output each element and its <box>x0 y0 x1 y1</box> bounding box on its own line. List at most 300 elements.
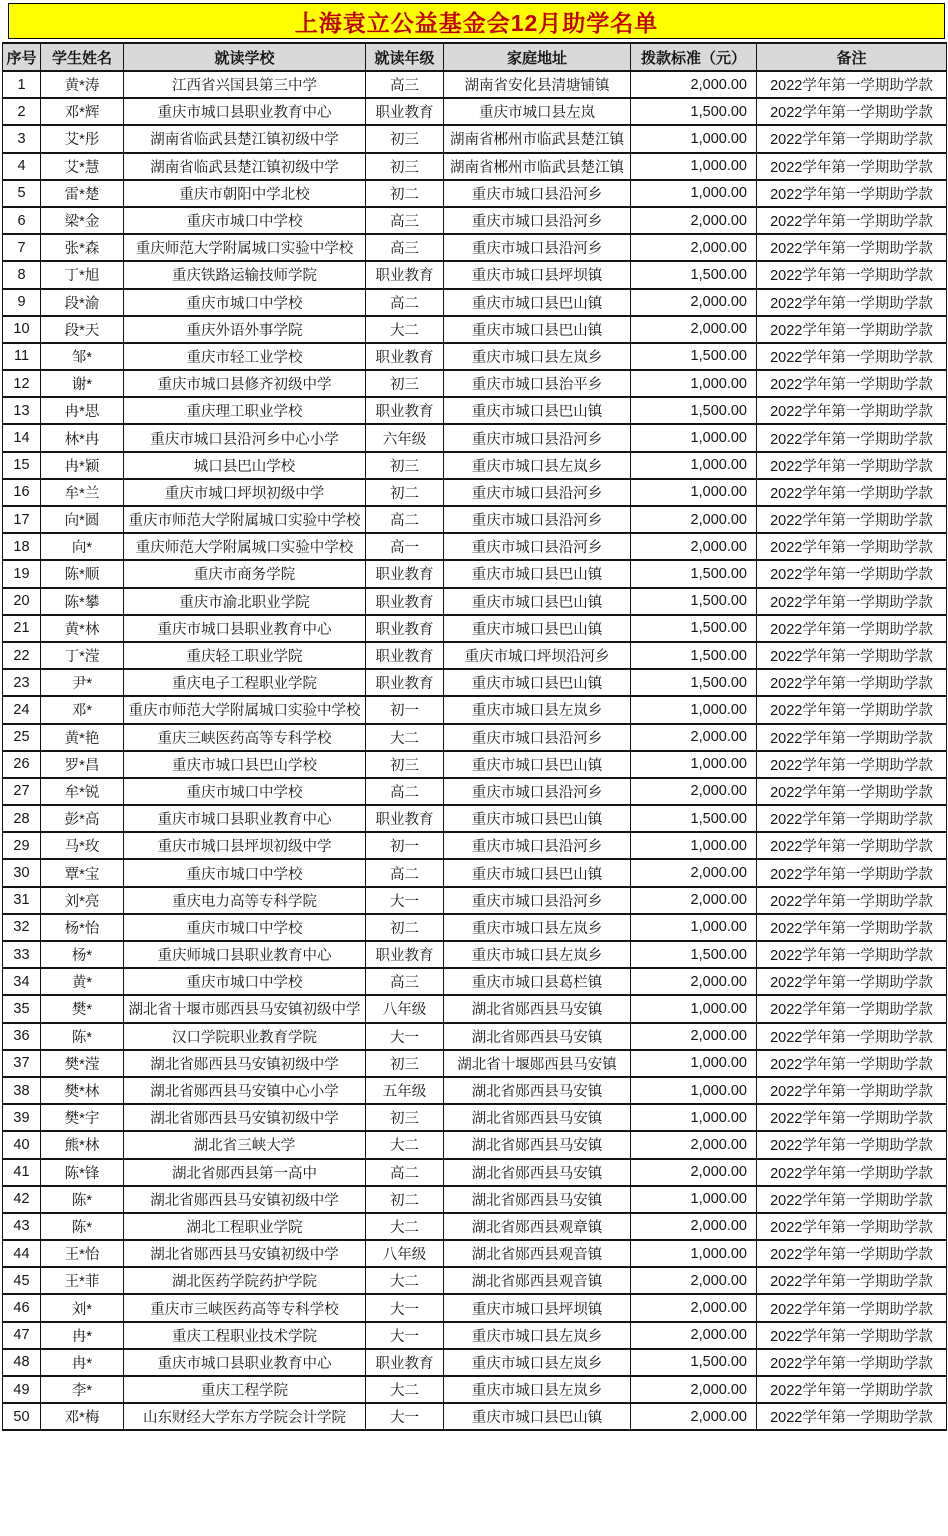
cell-remark: 2022学年第一学期助学款 <box>757 1159 947 1186</box>
cell-grade: 高三 <box>366 968 444 995</box>
table-body <box>3 71 947 1430</box>
cell-student-name: 黄*涛 <box>41 71 124 98</box>
cell-school: 重庆工程学院 <box>124 1376 366 1403</box>
cell-remark: 2022学年第一学期助学款 <box>757 832 947 859</box>
cell-school: 重庆市城口中学校 <box>124 914 366 941</box>
cell-grade: 高二 <box>366 859 444 886</box>
cell-grade: 初二 <box>366 479 444 506</box>
table-row <box>3 1240 947 1267</box>
cell-student-name: 樊*宇 <box>41 1104 124 1131</box>
cell-no: 32 <box>3 914 41 941</box>
cell-grade: 职业教育 <box>366 805 444 832</box>
cell-remark: 2022学年第一学期助学款 <box>757 1023 947 1050</box>
cell-amount: 1,500.00 <box>631 397 757 424</box>
cell-school: 重庆师范大学附属城口实验中学校 <box>124 533 366 560</box>
cell-no: 5 <box>3 180 41 207</box>
cell-address: 重庆市城口县巴山镇 <box>444 316 631 343</box>
table-row <box>3 207 947 234</box>
cell-no: 33 <box>3 941 41 968</box>
cell-no: 23 <box>3 669 41 696</box>
cell-remark: 2022学年第一学期助学款 <box>757 642 947 669</box>
table-row <box>3 1322 947 1349</box>
cell-no: 10 <box>3 316 41 343</box>
cell-address: 湖北省郧西县马安镇 <box>444 1077 631 1104</box>
cell-grade: 大一 <box>366 887 444 914</box>
cell-student-name: 覃*宝 <box>41 859 124 886</box>
cell-remark: 2022学年第一学期助学款 <box>757 968 947 995</box>
cell-no: 31 <box>3 887 41 914</box>
cell-amount: 2,000.00 <box>631 289 757 316</box>
cell-school: 湖南省临武县楚江镇初级中学 <box>124 125 366 152</box>
cell-amount: 1,000.00 <box>631 1186 757 1213</box>
table-row <box>3 1131 947 1158</box>
cell-school: 重庆师范大学附属城口实验中学校 <box>124 234 366 261</box>
cell-school: 湖北省郧西县马安镇初级中学 <box>124 1186 366 1213</box>
cell-address: 湖南省郴州市临武县楚江镇 <box>444 153 631 180</box>
cell-amount: 1,000.00 <box>631 180 757 207</box>
cell-remark: 2022学年第一学期助学款 <box>757 778 947 805</box>
cell-no: 48 <box>3 1349 41 1376</box>
cell-amount: 1,500.00 <box>631 343 757 370</box>
cell-grade: 大二 <box>366 1267 444 1294</box>
cell-remark: 2022学年第一学期助学款 <box>757 506 947 533</box>
cell-remark: 2022学年第一学期助学款 <box>757 615 947 642</box>
table-row <box>3 615 947 642</box>
cell-address: 湖北省郧西县观音镇 <box>444 1240 631 1267</box>
cell-no: 17 <box>3 506 41 533</box>
cell-address: 重庆市城口县左岚乡 <box>444 696 631 723</box>
cell-remark: 2022学年第一学期助学款 <box>757 424 947 451</box>
cell-address: 重庆市城口县治平乡 <box>444 370 631 397</box>
table-row <box>3 289 947 316</box>
cell-school: 湖北省郧西县马安镇初级中学 <box>124 1050 366 1077</box>
table-row <box>3 832 947 859</box>
cell-remark: 2022学年第一学期助学款 <box>757 805 947 832</box>
cell-school: 重庆电力高等专科学院 <box>124 887 366 914</box>
cell-address: 重庆市城口县沿河乡 <box>444 180 631 207</box>
cell-no: 15 <box>3 452 41 479</box>
cell-remark: 2022学年第一学期助学款 <box>757 1267 947 1294</box>
cell-no: 39 <box>3 1104 41 1131</box>
cell-remark: 2022学年第一学期助学款 <box>757 343 947 370</box>
cell-school: 江西省兴国县第三中学 <box>124 71 366 98</box>
cell-grade: 六年级 <box>366 424 444 451</box>
cell-student-name: 杨* <box>41 941 124 968</box>
cell-school: 重庆市城口中学校 <box>124 778 366 805</box>
cell-amount: 2,000.00 <box>631 1403 757 1430</box>
cell-grade: 初三 <box>366 452 444 479</box>
cell-address: 重庆市城口县坪坝镇 <box>444 1294 631 1321</box>
table-row <box>3 1376 947 1403</box>
cell-amount: 2,000.00 <box>631 778 757 805</box>
cell-address: 重庆市城口县左岚乡 <box>444 452 631 479</box>
table-row <box>3 805 947 832</box>
cell-remark: 2022学年第一学期助学款 <box>757 1213 947 1240</box>
cell-remark: 2022学年第一学期助学款 <box>757 1322 947 1349</box>
cell-amount: 1,500.00 <box>631 669 757 696</box>
cell-amount: 2,000.00 <box>631 1131 757 1158</box>
cell-student-name: 陈*攀 <box>41 588 124 615</box>
table-row <box>3 261 947 288</box>
cell-school: 山东财经大学东方学院会计学院 <box>124 1403 366 1430</box>
cell-no: 28 <box>3 805 41 832</box>
table-row <box>3 968 947 995</box>
cell-no: 19 <box>3 560 41 587</box>
cell-grade: 高二 <box>366 1159 444 1186</box>
cell-school: 重庆师城口县职业教育中心 <box>124 941 366 968</box>
cell-address: 重庆市城口县巴山镇 <box>444 289 631 316</box>
cell-school: 湖北省郧西县马安镇初级中学 <box>124 1240 366 1267</box>
cell-remark: 2022学年第一学期助学款 <box>757 125 947 152</box>
cell-student-name: 牟*兰 <box>41 479 124 506</box>
cell-no: 11 <box>3 343 41 370</box>
table-row <box>3 125 947 152</box>
cell-amount: 2,000.00 <box>631 1213 757 1240</box>
cell-grade: 初二 <box>366 914 444 941</box>
cell-no: 44 <box>3 1240 41 1267</box>
cell-student-name: 陈* <box>41 1186 124 1213</box>
cell-school: 重庆市城口坪坝初级中学 <box>124 479 366 506</box>
table-row <box>3 887 947 914</box>
cell-school: 湖北医药学院药护学院 <box>124 1267 366 1294</box>
cell-amount: 1,000.00 <box>631 1104 757 1131</box>
cell-remark: 2022学年第一学期助学款 <box>757 316 947 343</box>
cell-address: 重庆市城口县沿河乡 <box>444 724 631 751</box>
cell-school: 重庆市城口中学校 <box>124 289 366 316</box>
cell-grade: 高二 <box>366 289 444 316</box>
cell-school: 重庆工程职业技术学院 <box>124 1322 366 1349</box>
cell-remark: 2022学年第一学期助学款 <box>757 479 947 506</box>
cell-student-name: 邹* <box>41 343 124 370</box>
table-row <box>3 98 947 125</box>
cell-no: 34 <box>3 968 41 995</box>
cell-remark: 2022学年第一学期助学款 <box>757 859 947 886</box>
cell-no: 41 <box>3 1159 41 1186</box>
table-row <box>3 588 947 615</box>
cell-amount: 2,000.00 <box>631 316 757 343</box>
cell-no: 45 <box>3 1267 41 1294</box>
table-row <box>3 1050 947 1077</box>
cell-address: 湖南省郴州市临武县楚江镇 <box>444 125 631 152</box>
cell-remark: 2022学年第一学期助学款 <box>757 289 947 316</box>
cell-amount: 2,000.00 <box>631 1023 757 1050</box>
cell-grade: 职业教育 <box>366 261 444 288</box>
cell-no: 25 <box>3 724 41 751</box>
cell-amount: 2,000.00 <box>631 724 757 751</box>
cell-address: 重庆市城口县巴山镇 <box>444 859 631 886</box>
cell-no: 24 <box>3 696 41 723</box>
cell-no: 13 <box>3 397 41 424</box>
cell-grade: 大一 <box>366 1322 444 1349</box>
cell-grade: 大一 <box>366 1294 444 1321</box>
cell-school: 重庆市三峡医药高等专科学校 <box>124 1294 366 1321</box>
cell-school: 湖北省三峡大学 <box>124 1131 366 1158</box>
cell-student-name: 邓* <box>41 696 124 723</box>
cell-grade: 初三 <box>366 370 444 397</box>
cell-amount: 1,000.00 <box>631 914 757 941</box>
cell-student-name: 樊* <box>41 995 124 1022</box>
cell-student-name: 王*怡 <box>41 1240 124 1267</box>
cell-address: 重庆市城口县左岚乡 <box>444 1349 631 1376</box>
cell-student-name: 向* <box>41 533 124 560</box>
cell-no: 12 <box>3 370 41 397</box>
header-row <box>3 43 947 71</box>
cell-remark: 2022学年第一学期助学款 <box>757 1186 947 1213</box>
cell-remark: 2022学年第一学期助学款 <box>757 1294 947 1321</box>
table-header <box>3 43 947 71</box>
cell-amount: 1,000.00 <box>631 125 757 152</box>
col-header-grade: 就读年级 <box>366 43 444 71</box>
cell-address: 重庆市城口县沿河乡 <box>444 832 631 859</box>
cell-address: 重庆市城口县巴山镇 <box>444 1403 631 1430</box>
cell-remark: 2022学年第一学期助学款 <box>757 71 947 98</box>
cell-address: 湖北省郧西县马安镇 <box>444 1023 631 1050</box>
cell-amount: 1,000.00 <box>631 153 757 180</box>
cell-address: 湖北省郧西县观音镇 <box>444 1267 631 1294</box>
cell-grade: 职业教育 <box>366 588 444 615</box>
cell-grade: 初二 <box>366 180 444 207</box>
table-row <box>3 316 947 343</box>
cell-remark: 2022学年第一学期助学款 <box>757 914 947 941</box>
cell-amount: 1,000.00 <box>631 452 757 479</box>
cell-student-name: 熊*林 <box>41 1131 124 1158</box>
cell-student-name: 刘*亮 <box>41 887 124 914</box>
student-table <box>2 42 947 1431</box>
cell-no: 14 <box>3 424 41 451</box>
cell-amount: 1,500.00 <box>631 941 757 968</box>
cell-school: 重庆市城口中学校 <box>124 968 366 995</box>
cell-no: 49 <box>3 1376 41 1403</box>
cell-grade: 职业教育 <box>366 669 444 696</box>
cell-remark: 2022学年第一学期助学款 <box>757 207 947 234</box>
cell-student-name: 冉*思 <box>41 397 124 424</box>
cell-remark: 2022学年第一学期助学款 <box>757 887 947 914</box>
cell-no: 38 <box>3 1077 41 1104</box>
cell-student-name: 樊*林 <box>41 1077 124 1104</box>
col-header-no: 序号 <box>3 43 41 71</box>
cell-remark: 2022学年第一学期助学款 <box>757 1050 947 1077</box>
table-row <box>3 533 947 560</box>
cell-grade: 大一 <box>366 1023 444 1050</box>
table-row <box>3 452 947 479</box>
cell-grade: 初三 <box>366 751 444 778</box>
cell-address: 重庆市城口县左岚乡 <box>444 914 631 941</box>
cell-grade: 高三 <box>366 234 444 261</box>
cell-grade: 职业教育 <box>366 560 444 587</box>
cell-school: 重庆市城口县职业教育中心 <box>124 98 366 125</box>
cell-student-name: 张*森 <box>41 234 124 261</box>
cell-remark: 2022学年第一学期助学款 <box>757 533 947 560</box>
cell-address: 重庆市城口县沿河乡 <box>444 778 631 805</box>
cell-school: 重庆市城口中学校 <box>124 207 366 234</box>
cell-student-name: 艾*彤 <box>41 125 124 152</box>
col-header-name: 学生姓名 <box>41 43 124 71</box>
cell-school: 重庆三峡医药高等专科学校 <box>124 724 366 751</box>
cell-address: 重庆市城口县巴山镇 <box>444 751 631 778</box>
cell-amount: 1,000.00 <box>631 832 757 859</box>
cell-grade: 初二 <box>366 1186 444 1213</box>
cell-no: 20 <box>3 588 41 615</box>
table-row <box>3 1159 947 1186</box>
cell-school: 重庆电子工程职业学院 <box>124 669 366 696</box>
table-row <box>3 424 947 451</box>
col-header-amount: 拨款标准（元） <box>631 43 757 71</box>
cell-amount: 1,500.00 <box>631 805 757 832</box>
cell-remark: 2022学年第一学期助学款 <box>757 1240 947 1267</box>
cell-address: 重庆市城口县巴山镇 <box>444 805 631 832</box>
table-row <box>3 642 947 669</box>
cell-amount: 2,000.00 <box>631 887 757 914</box>
cell-remark: 2022学年第一学期助学款 <box>757 1077 947 1104</box>
table-row <box>3 696 947 723</box>
table-row <box>3 397 947 424</box>
table-row <box>3 343 947 370</box>
cell-amount: 2,000.00 <box>631 1159 757 1186</box>
cell-no: 37 <box>3 1050 41 1077</box>
cell-school: 重庆市朝阳中学北校 <box>124 180 366 207</box>
cell-school: 重庆轻工职业学院 <box>124 642 366 669</box>
cell-amount: 2,000.00 <box>631 533 757 560</box>
cell-address: 重庆市城口坪坝沿河乡 <box>444 642 631 669</box>
cell-address: 重庆市城口县左岚乡 <box>444 941 631 968</box>
cell-remark: 2022学年第一学期助学款 <box>757 180 947 207</box>
cell-remark: 2022学年第一学期助学款 <box>757 234 947 261</box>
title-band <box>8 3 945 39</box>
cell-remark: 2022学年第一学期助学款 <box>757 1349 947 1376</box>
cell-student-name: 刘* <box>41 1294 124 1321</box>
cell-grade: 职业教育 <box>366 397 444 424</box>
table-row <box>3 1104 947 1131</box>
cell-amount: 1,000.00 <box>631 696 757 723</box>
cell-address: 重庆市城口县左岚乡 <box>444 1322 631 1349</box>
cell-address: 湖北省郧西县马安镇 <box>444 1159 631 1186</box>
cell-grade: 大二 <box>366 1213 444 1240</box>
cell-remark: 2022学年第一学期助学款 <box>757 397 947 424</box>
cell-student-name: 牟*锐 <box>41 778 124 805</box>
cell-grade: 职业教育 <box>366 343 444 370</box>
cell-grade: 高二 <box>366 778 444 805</box>
cell-student-name: 樊*滢 <box>41 1050 124 1077</box>
cell-student-name: 邓*辉 <box>41 98 124 125</box>
cell-no: 42 <box>3 1186 41 1213</box>
cell-amount: 2,000.00 <box>631 1294 757 1321</box>
cell-school: 湖北省郧西县马安镇中心小学 <box>124 1077 366 1104</box>
table-row <box>3 1294 947 1321</box>
cell-remark: 2022学年第一学期助学款 <box>757 696 947 723</box>
cell-school: 重庆市城口中学校 <box>124 859 366 886</box>
col-header-address: 家庭地址 <box>444 43 631 71</box>
table-row <box>3 1077 947 1104</box>
cell-amount: 1,000.00 <box>631 1240 757 1267</box>
table-row <box>3 778 947 805</box>
cell-amount: 2,000.00 <box>631 234 757 261</box>
cell-amount: 2,000.00 <box>631 506 757 533</box>
cell-no: 2 <box>3 98 41 125</box>
cell-student-name: 梁*金 <box>41 207 124 234</box>
cell-grade: 大二 <box>366 316 444 343</box>
cell-school: 重庆市城口县修齐初级中学 <box>124 370 366 397</box>
cell-amount: 1,000.00 <box>631 751 757 778</box>
cell-address: 重庆市城口县沿河乡 <box>444 479 631 506</box>
cell-amount: 2,000.00 <box>631 1322 757 1349</box>
cell-student-name: 彭*高 <box>41 805 124 832</box>
cell-no: 36 <box>3 1023 41 1050</box>
cell-school: 重庆市城口县沿河乡中心小学 <box>124 424 366 451</box>
cell-no: 18 <box>3 533 41 560</box>
cell-student-name: 马*玫 <box>41 832 124 859</box>
cell-amount: 2,000.00 <box>631 71 757 98</box>
cell-student-name: 黄*林 <box>41 615 124 642</box>
cell-student-name: 艾*慧 <box>41 153 124 180</box>
cell-school: 城口县巴山学校 <box>124 452 366 479</box>
cell-school: 重庆市轻工业学校 <box>124 343 366 370</box>
cell-address: 湖北省郧西县马安镇 <box>444 1104 631 1131</box>
cell-student-name: 陈* <box>41 1023 124 1050</box>
cell-remark: 2022学年第一学期助学款 <box>757 98 947 125</box>
table-row <box>3 914 947 941</box>
cell-amount: 1,500.00 <box>631 615 757 642</box>
cell-school: 重庆外语外事学院 <box>124 316 366 343</box>
cell-remark: 2022学年第一学期助学款 <box>757 941 947 968</box>
cell-student-name: 罗*昌 <box>41 751 124 778</box>
cell-remark: 2022学年第一学期助学款 <box>757 1131 947 1158</box>
cell-grade: 高二 <box>366 506 444 533</box>
cell-no: 30 <box>3 859 41 886</box>
cell-address: 重庆市城口县沿河乡 <box>444 424 631 451</box>
cell-school: 湖北省郧西县马安镇初级中学 <box>124 1104 366 1131</box>
cell-address: 湖南省安化县清塘铺镇 <box>444 71 631 98</box>
cell-amount: 1,000.00 <box>631 995 757 1022</box>
cell-no: 27 <box>3 778 41 805</box>
cell-student-name: 丁*旭 <box>41 261 124 288</box>
cell-school: 湖北省十堰市郧西县马安镇初级中学 <box>124 995 366 1022</box>
cell-student-name: 丁*滢 <box>41 642 124 669</box>
cell-amount: 1,000.00 <box>631 424 757 451</box>
page-title: 上海袁立公益基金会12月助学名单 <box>294 9 659 36</box>
cell-no: 50 <box>3 1403 41 1430</box>
cell-remark: 2022学年第一学期助学款 <box>757 153 947 180</box>
cell-grade: 八年级 <box>366 995 444 1022</box>
cell-school: 重庆市商务学院 <box>124 560 366 587</box>
cell-grade: 高三 <box>366 207 444 234</box>
cell-no: 16 <box>3 479 41 506</box>
cell-amount: 2,000.00 <box>631 968 757 995</box>
col-header-remark: 备注 <box>757 43 947 71</box>
cell-remark: 2022学年第一学期助学款 <box>757 452 947 479</box>
cell-school: 重庆铁路运输技师学院 <box>124 261 366 288</box>
cell-address: 湖北省十堰郧西县马安镇 <box>444 1050 631 1077</box>
table-row <box>3 995 947 1022</box>
table-row <box>3 506 947 533</box>
cell-student-name: 陈*锋 <box>41 1159 124 1186</box>
cell-no: 47 <box>3 1322 41 1349</box>
cell-no: 46 <box>3 1294 41 1321</box>
table-row <box>3 560 947 587</box>
cell-amount: 1,500.00 <box>631 1349 757 1376</box>
table-row <box>3 71 947 98</box>
cell-school: 重庆市师范大学附属城口实验中学校 <box>124 506 366 533</box>
cell-amount: 1,000.00 <box>631 370 757 397</box>
cell-remark: 2022学年第一学期助学款 <box>757 1376 947 1403</box>
cell-address: 重庆市城口县左岚乡 <box>444 1376 631 1403</box>
cell-address: 重庆市城口县沿河乡 <box>444 207 631 234</box>
cell-school: 重庆市师范大学附属城口实验中学校 <box>124 696 366 723</box>
cell-student-name: 黄*艳 <box>41 724 124 751</box>
cell-student-name: 冉*颖 <box>41 452 124 479</box>
table-row <box>3 751 947 778</box>
cell-amount: 1,000.00 <box>631 1077 757 1104</box>
table-row <box>3 1267 947 1294</box>
